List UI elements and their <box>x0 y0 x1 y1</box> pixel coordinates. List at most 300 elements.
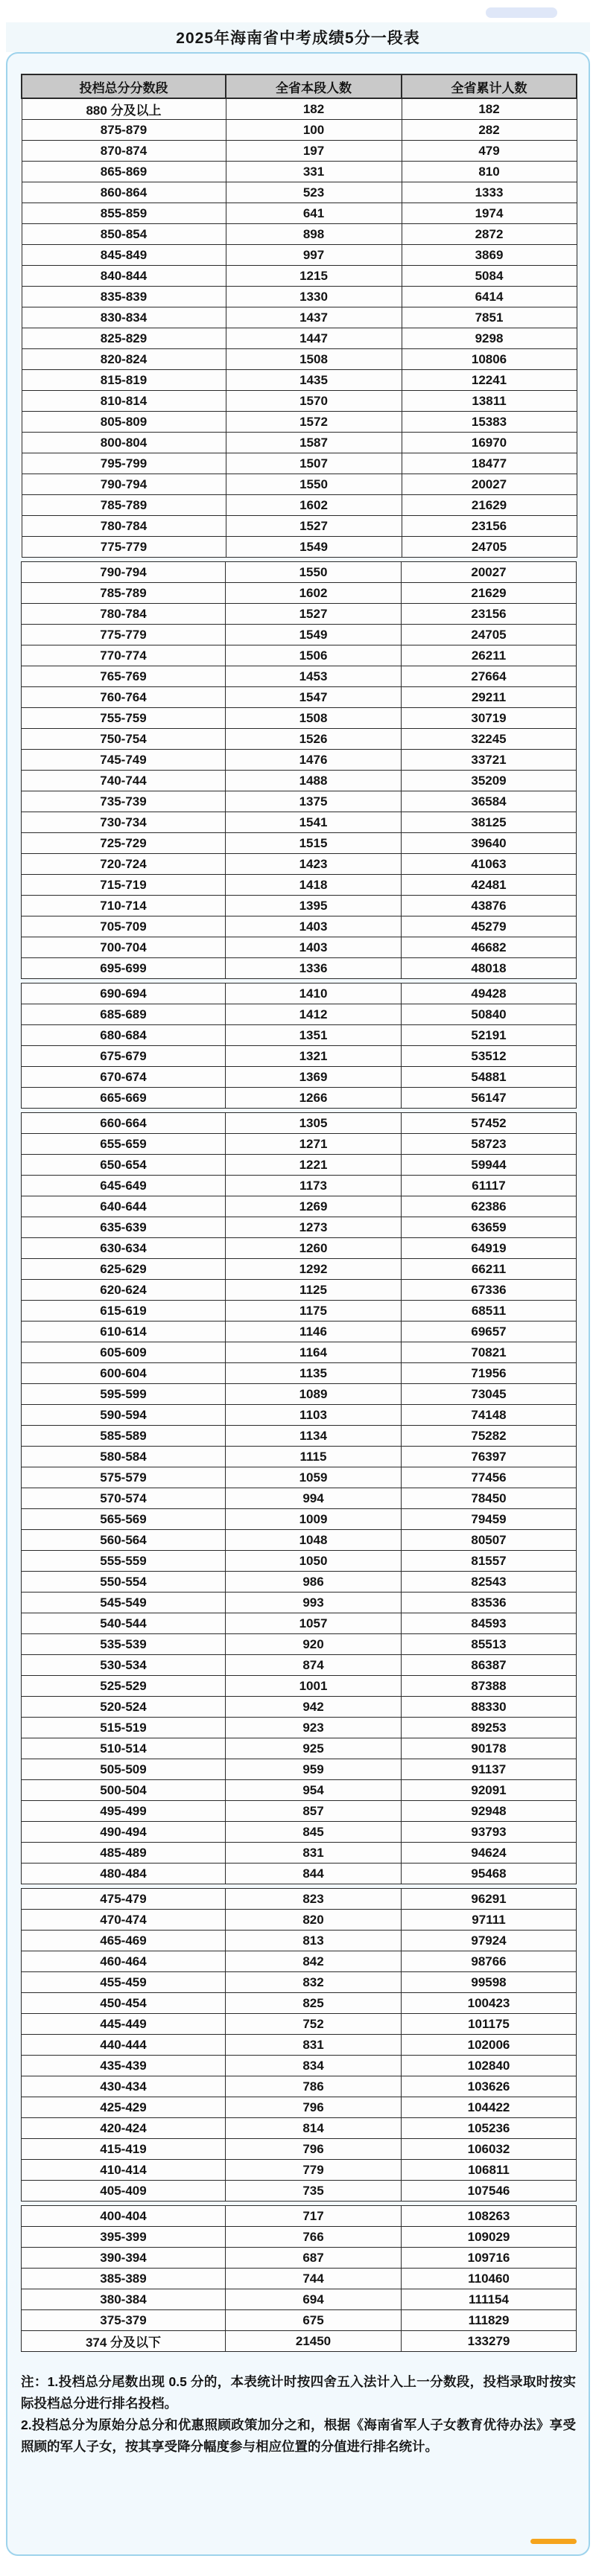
score-range-cell: 720-724 <box>22 854 226 875</box>
segment-count-cell: 832 <box>226 1972 402 1993</box>
cumulative-count-cell: 57452 <box>402 1113 577 1134</box>
table-row <box>22 1447 577 1467</box>
table-row <box>22 771 577 791</box>
score-range-cell: 835-839 <box>22 287 226 307</box>
table-row <box>22 537 577 558</box>
cumulative-count-cell: 21629 <box>402 495 577 516</box>
segment-count-cell: 993 <box>226 1593 402 1613</box>
table-row <box>22 1864 577 1884</box>
table-row <box>22 2139 577 2160</box>
cumulative-count-cell: 104422 <box>402 2097 577 2118</box>
cumulative-count-cell: 74148 <box>402 1405 577 1426</box>
cumulative-count-cell: 24705 <box>402 537 577 558</box>
segment-count-cell: 942 <box>226 1697 402 1718</box>
table-row <box>22 1004 577 1025</box>
segment-count-cell: 1336 <box>226 958 402 979</box>
score-range-cell: 865-869 <box>22 162 226 182</box>
score-range-cell: 420-424 <box>22 2118 226 2139</box>
score-range-cell: 415-419 <box>22 2139 226 2160</box>
table-row <box>22 1972 577 1993</box>
cumulative-count-cell: 106032 <box>402 2139 577 2160</box>
score-table-segment-4 <box>21 1112 577 1884</box>
segment-count-cell: 825 <box>226 1993 402 2014</box>
table-row <box>22 1088 577 1109</box>
table-row <box>22 1488 577 1509</box>
score-table-segment-2 <box>21 561 577 979</box>
segment-count-cell: 1403 <box>226 916 402 937</box>
cumulative-count-cell: 48018 <box>402 958 577 979</box>
cumulative-count-cell: 35209 <box>402 771 577 791</box>
score-range-cell: 570-574 <box>22 1488 226 1509</box>
cumulative-count-cell: 67336 <box>402 1280 577 1301</box>
cumulative-count-cell: 45279 <box>402 916 577 937</box>
table-row <box>22 958 577 979</box>
score-range-cell: 430-434 <box>22 2076 226 2097</box>
cumulative-count-cell: 101175 <box>402 2014 577 2035</box>
notes-block <box>21 2371 576 2458</box>
table-row <box>22 604 577 625</box>
score-range-cell: 410-414 <box>22 2160 226 2181</box>
table-header-row <box>22 74 577 98</box>
segment-count-cell: 182 <box>226 98 402 120</box>
cumulative-count-cell: 29211 <box>402 687 577 708</box>
score-table-segment-5 <box>21 1888 577 2202</box>
cumulative-count-cell: 68511 <box>402 1301 577 1322</box>
score-range-cell: 400-404 <box>22 2206 226 2227</box>
table-row <box>22 1405 577 1426</box>
score-range-cell: 595-599 <box>22 1384 226 1405</box>
segment-count-cell: 796 <box>226 2139 402 2160</box>
segment-count-cell: 1526 <box>226 729 402 750</box>
score-range-cell: 840-844 <box>22 266 226 287</box>
cumulative-count-cell: 86387 <box>402 1655 577 1676</box>
segment-count-cell: 1271 <box>226 1134 402 1155</box>
segment-count-cell: 1173 <box>226 1176 402 1196</box>
score-range-cell: 695-699 <box>22 958 226 979</box>
table-row <box>22 162 577 182</box>
table-row <box>22 2331 577 2352</box>
table-row <box>22 1509 577 1530</box>
segment-count-cell: 925 <box>226 1738 402 1759</box>
score-range-cell: 850-854 <box>22 224 226 245</box>
table-row <box>22 2097 577 2118</box>
cumulative-count-cell: 70821 <box>402 1342 577 1363</box>
segment-count-cell: 842 <box>226 1951 402 1972</box>
table-row <box>22 1801 577 1822</box>
table-row <box>22 1046 577 1067</box>
table-row <box>22 2289 577 2310</box>
score-range-cell: 790-794 <box>22 474 226 495</box>
cumulative-count-cell: 1333 <box>402 182 577 203</box>
cumulative-count-cell: 105236 <box>402 2118 577 2139</box>
score-range-cell: 630-634 <box>22 1238 226 1259</box>
score-range-cell: 465-469 <box>22 1931 226 1951</box>
score-range-cell: 585-589 <box>22 1426 226 1447</box>
score-range-cell: 605-609 <box>22 1342 226 1363</box>
table-row <box>22 120 577 141</box>
cumulative-count-cell: 42481 <box>402 875 577 896</box>
score-range-cell: 645-649 <box>22 1176 226 1196</box>
table-row <box>22 875 577 896</box>
cumulative-count-cell: 53512 <box>402 1046 577 1067</box>
cumulative-count-cell: 59944 <box>402 1155 577 1176</box>
table-row <box>22 729 577 750</box>
segment-count-cell: 1395 <box>226 896 402 916</box>
score-range-cell: 385-389 <box>22 2269 226 2289</box>
cumulative-count-cell: 97924 <box>402 1931 577 1951</box>
segment-count-cell: 1602 <box>226 495 402 516</box>
score-range-cell: 825-829 <box>22 328 226 349</box>
score-table-card <box>6 52 590 2556</box>
cumulative-count-cell: 102840 <box>402 2056 577 2076</box>
table-row <box>22 562 577 583</box>
table-row <box>22 2269 577 2289</box>
score-range-cell: 730-734 <box>22 812 226 833</box>
score-range-cell: 685-689 <box>22 1004 226 1025</box>
segment-count-cell: 197 <box>226 141 402 162</box>
segment-count-cell: 1488 <box>226 771 402 791</box>
cumulative-count-cell: 77456 <box>402 1467 577 1488</box>
table-row <box>22 2160 577 2181</box>
score-range-cell: 665-669 <box>22 1088 226 1109</box>
segment-count-cell: 1602 <box>226 583 402 604</box>
cumulative-count-cell: 102006 <box>402 2035 577 2056</box>
cumulative-count-cell: 92948 <box>402 1801 577 1822</box>
table-row <box>22 1697 577 1718</box>
cumulative-count-cell: 36584 <box>402 791 577 812</box>
table-row <box>22 474 577 495</box>
table-row <box>22 896 577 916</box>
table-row <box>22 203 577 224</box>
score-range-cell: 795-799 <box>22 453 226 474</box>
score-range-cell: 580-584 <box>22 1447 226 1467</box>
score-range-cell: 815-819 <box>22 370 226 391</box>
score-range-cell: 545-549 <box>22 1593 226 1613</box>
segment-count-cell: 1447 <box>226 328 402 349</box>
segment-count-cell: 1508 <box>226 708 402 729</box>
table-row <box>22 2056 577 2076</box>
score-range-cell: 470-474 <box>22 1910 226 1931</box>
table-row <box>22 1759 577 1780</box>
segment-count-cell: 1135 <box>226 1363 402 1384</box>
table-row <box>22 412 577 433</box>
cumulative-count-cell: 91137 <box>402 1759 577 1780</box>
segment-count-cell: 1269 <box>226 1196 402 1217</box>
score-range-cell: 800-804 <box>22 433 226 453</box>
table-row <box>22 1322 577 1342</box>
column-header-1: 投档总分分数段 <box>22 74 226 98</box>
segment-count-cell: 752 <box>226 2014 402 2035</box>
score-range-cell: 395-399 <box>22 2227 226 2248</box>
segment-count-cell: 1508 <box>226 349 402 370</box>
cumulative-count-cell: 75282 <box>402 1426 577 1447</box>
top-decoration <box>486 7 557 18</box>
segment-count-cell: 694 <box>226 2289 402 2310</box>
score-range-cell: 675-679 <box>22 1046 226 1067</box>
table-row <box>22 2310 577 2331</box>
score-range-cell: 390-394 <box>22 2248 226 2269</box>
table-row <box>22 1889 577 1910</box>
table-row <box>22 495 577 516</box>
score-range-cell: 765-769 <box>22 666 226 687</box>
cumulative-count-cell: 89253 <box>402 1718 577 1738</box>
score-range-cell: 810-814 <box>22 391 226 412</box>
segment-count-cell: 21450 <box>226 2331 402 2352</box>
note-1: 注：1.投档总分尾数出现 0.5 分的，本表统计时按四舍五入法计入上一分数段，投档录取时按实际投档总分进行排名投档。 <box>21 2374 576 2411</box>
segment-count-cell: 1305 <box>226 1113 402 1134</box>
table-row <box>22 1134 577 1155</box>
segment-count-cell: 813 <box>226 1931 402 1951</box>
segment-count-cell: 1089 <box>226 1384 402 1405</box>
table-row <box>22 2248 577 2269</box>
segment-count-cell: 1527 <box>226 604 402 625</box>
cumulative-count-cell: 92091 <box>402 1780 577 1801</box>
cumulative-count-cell: 52191 <box>402 1025 577 1046</box>
score-range-cell: 785-789 <box>22 583 226 604</box>
table-row <box>22 1025 577 1046</box>
segment-count-cell: 717 <box>226 2206 402 2227</box>
cumulative-count-cell: 38125 <box>402 812 577 833</box>
segment-count-cell: 1418 <box>226 875 402 896</box>
score-table-container <box>21 74 576 2352</box>
segment-count-cell: 1403 <box>226 937 402 958</box>
cumulative-count-cell: 109716 <box>402 2248 577 2269</box>
segment-count-cell: 823 <box>226 1889 402 1910</box>
segment-count-cell: 1453 <box>226 666 402 687</box>
cumulative-count-cell: 103626 <box>402 2076 577 2097</box>
cumulative-count-cell: 69657 <box>402 1322 577 1342</box>
segment-count-cell: 1375 <box>226 791 402 812</box>
cumulative-count-cell: 88330 <box>402 1697 577 1718</box>
score-range-cell: 870-874 <box>22 141 226 162</box>
table-row <box>22 1196 577 1217</box>
cumulative-count-cell: 71956 <box>402 1363 577 1384</box>
table-row <box>22 1363 577 1384</box>
segment-count-cell: 1550 <box>226 562 402 583</box>
cumulative-count-cell: 54881 <box>402 1067 577 1088</box>
segment-count-cell: 1273 <box>226 1217 402 1238</box>
cumulative-count-cell: 100423 <box>402 1993 577 2014</box>
table-row <box>22 2206 577 2227</box>
score-range-cell: 725-729 <box>22 833 226 854</box>
segment-count-cell: 1506 <box>226 645 402 666</box>
cumulative-count-cell: 84593 <box>402 1613 577 1634</box>
score-range-cell: 660-664 <box>22 1113 226 1134</box>
segment-count-cell: 898 <box>226 224 402 245</box>
cumulative-count-cell: 182 <box>402 98 577 120</box>
score-range-cell: 530-534 <box>22 1655 226 1676</box>
segment-count-cell: 1164 <box>226 1342 402 1363</box>
column-header-3: 全省累计人数 <box>402 74 577 98</box>
table-row <box>22 1342 577 1363</box>
table-row <box>22 287 577 307</box>
score-range-cell: 425-429 <box>22 2097 226 2118</box>
cumulative-count-cell: 73045 <box>402 1384 577 1405</box>
cumulative-count-cell: 24705 <box>402 625 577 645</box>
title-band <box>6 22 590 52</box>
cumulative-count-cell: 98766 <box>402 1951 577 1972</box>
segment-count-cell: 857 <box>226 1801 402 1822</box>
segment-count-cell: 687 <box>226 2248 402 2269</box>
segment-count-cell: 100 <box>226 120 402 141</box>
cumulative-count-cell: 97111 <box>402 1910 577 1931</box>
segment-count-cell: 986 <box>226 1572 402 1593</box>
cumulative-count-cell: 479 <box>402 141 577 162</box>
table-row <box>22 833 577 854</box>
segment-count-cell: 766 <box>226 2227 402 2248</box>
segment-count-cell: 523 <box>226 182 402 203</box>
segment-count-cell: 1059 <box>226 1467 402 1488</box>
score-range-cell: 770-774 <box>22 645 226 666</box>
table-row <box>22 1067 577 1088</box>
cumulative-count-cell: 111829 <box>402 2310 577 2331</box>
cumulative-count-cell: 15383 <box>402 412 577 433</box>
segment-count-cell: 786 <box>226 2076 402 2097</box>
score-range-cell: 525-529 <box>22 1676 226 1697</box>
table-row <box>22 1238 577 1259</box>
cumulative-count-cell: 9298 <box>402 328 577 349</box>
segment-count-cell: 1001 <box>226 1676 402 1697</box>
score-range-cell: 515-519 <box>22 1718 226 1738</box>
table-row <box>22 666 577 687</box>
cumulative-count-cell: 76397 <box>402 1447 577 1467</box>
segment-count-cell: 1009 <box>226 1509 402 1530</box>
segment-count-cell: 831 <box>226 1843 402 1864</box>
table-row <box>22 1176 577 1196</box>
score-range-cell: 635-639 <box>22 1217 226 1238</box>
table-row <box>22 1113 577 1134</box>
score-table-segment-6 <box>21 2205 577 2352</box>
cumulative-count-cell: 63659 <box>402 1217 577 1238</box>
segment-count-cell: 1570 <box>226 391 402 412</box>
score-range-cell: 875-879 <box>22 120 226 141</box>
segment-count-cell: 920 <box>226 1634 402 1655</box>
table-row <box>22 1655 577 1676</box>
table-row <box>22 2035 577 2056</box>
segment-count-cell: 1048 <box>226 1530 402 1551</box>
segment-count-cell: 1125 <box>226 1280 402 1301</box>
table-row <box>22 2014 577 2035</box>
table-row <box>22 328 577 349</box>
segment-count-cell: 1215 <box>226 266 402 287</box>
score-range-cell: 820-824 <box>22 349 226 370</box>
score-range-cell: 775-779 <box>22 537 226 558</box>
cumulative-count-cell: 20027 <box>402 474 577 495</box>
score-range-cell: 680-684 <box>22 1025 226 1046</box>
score-range-cell: 440-444 <box>22 2035 226 2056</box>
score-table-segment-3 <box>21 983 577 1109</box>
table-row <box>22 1822 577 1843</box>
score-range-cell: 650-654 <box>22 1155 226 1176</box>
score-range-cell: 445-449 <box>22 2014 226 2035</box>
cumulative-count-cell: 39640 <box>402 833 577 854</box>
score-range-cell: 750-754 <box>22 729 226 750</box>
score-range-cell: 690-694 <box>22 983 226 1004</box>
segment-count-cell: 1437 <box>226 307 402 328</box>
cumulative-count-cell: 78450 <box>402 1488 577 1509</box>
score-range-cell: 855-859 <box>22 203 226 224</box>
score-range-cell: 670-674 <box>22 1067 226 1088</box>
cumulative-count-cell: 12241 <box>402 370 577 391</box>
cumulative-count-cell: 282 <box>402 120 577 141</box>
segment-count-cell: 994 <box>226 1488 402 1509</box>
segment-count-cell: 1221 <box>226 1155 402 1176</box>
table-row <box>22 583 577 604</box>
cumulative-count-cell: 96291 <box>402 1889 577 1910</box>
cumulative-count-cell: 18477 <box>402 453 577 474</box>
table-row <box>22 1738 577 1759</box>
cumulative-count-cell: 79459 <box>402 1509 577 1530</box>
segment-count-cell: 796 <box>226 2097 402 2118</box>
score-range-cell: 710-714 <box>22 896 226 916</box>
cumulative-count-cell: 2872 <box>402 224 577 245</box>
cumulative-count-cell: 56147 <box>402 1088 577 1109</box>
score-range-cell: 700-704 <box>22 937 226 958</box>
cumulative-count-cell: 23156 <box>402 516 577 537</box>
table-row <box>22 349 577 370</box>
table-row <box>22 1301 577 1322</box>
table-row <box>22 750 577 771</box>
cumulative-count-cell: 10806 <box>402 349 577 370</box>
score-range-cell: 560-564 <box>22 1530 226 1551</box>
segment-count-cell: 1410 <box>226 983 402 1004</box>
table-row <box>22 2076 577 2097</box>
table-row <box>22 141 577 162</box>
cumulative-count-cell: 46682 <box>402 937 577 958</box>
table-row <box>22 1572 577 1593</box>
table-row <box>22 1593 577 1613</box>
segment-count-cell: 1541 <box>226 812 402 833</box>
segment-count-cell: 1369 <box>226 1067 402 1088</box>
score-range-cell: 640-644 <box>22 1196 226 1217</box>
cumulative-count-cell: 90178 <box>402 1738 577 1759</box>
table-row <box>22 645 577 666</box>
note-2: 2.投档总分为原始分总分和优惠照顾政策加分之和，根据《海南省军人子女教育优待办法》享受照顾的军人子女，按其享受降分幅度参与相应位置的分值进行排名统计。 <box>21 2417 576 2454</box>
cumulative-count-cell: 7851 <box>402 307 577 328</box>
table-row <box>22 307 577 328</box>
score-range-cell: 500-504 <box>22 1780 226 1801</box>
table-row <box>22 2227 577 2248</box>
table-row <box>22 1780 577 1801</box>
segment-count-cell: 959 <box>226 1759 402 1780</box>
table-row <box>22 1259 577 1280</box>
cumulative-count-cell: 99598 <box>402 1972 577 1993</box>
segment-count-cell: 1115 <box>226 1447 402 1467</box>
segment-count-cell: 1351 <box>226 1025 402 1046</box>
score-range-cell: 565-569 <box>22 1509 226 1530</box>
cumulative-count-cell: 20027 <box>402 562 577 583</box>
score-range-cell: 480-484 <box>22 1864 226 1884</box>
score-range-cell: 435-439 <box>22 2056 226 2076</box>
cumulative-count-cell: 3869 <box>402 245 577 266</box>
table-row <box>22 983 577 1004</box>
cumulative-count-cell: 27664 <box>402 666 577 687</box>
score-range-cell: 510-514 <box>22 1738 226 1759</box>
score-range-cell: 375-379 <box>22 2310 226 2331</box>
score-range-cell: 745-749 <box>22 750 226 771</box>
score-range-cell: 455-459 <box>22 1972 226 1993</box>
segment-count-cell: 1321 <box>226 1046 402 1067</box>
page-title: 2025年海南省中考成绩5分一段表 <box>176 30 420 47</box>
score-range-cell: 790-794 <box>22 562 226 583</box>
table-row <box>22 1951 577 1972</box>
segment-count-cell: 1572 <box>226 412 402 433</box>
cumulative-count-cell: 85513 <box>402 1634 577 1655</box>
segment-count-cell: 1507 <box>226 453 402 474</box>
column-header-2: 全省本段人数 <box>226 74 402 98</box>
score-range-cell: 655-659 <box>22 1134 226 1155</box>
table-row <box>22 1993 577 2014</box>
